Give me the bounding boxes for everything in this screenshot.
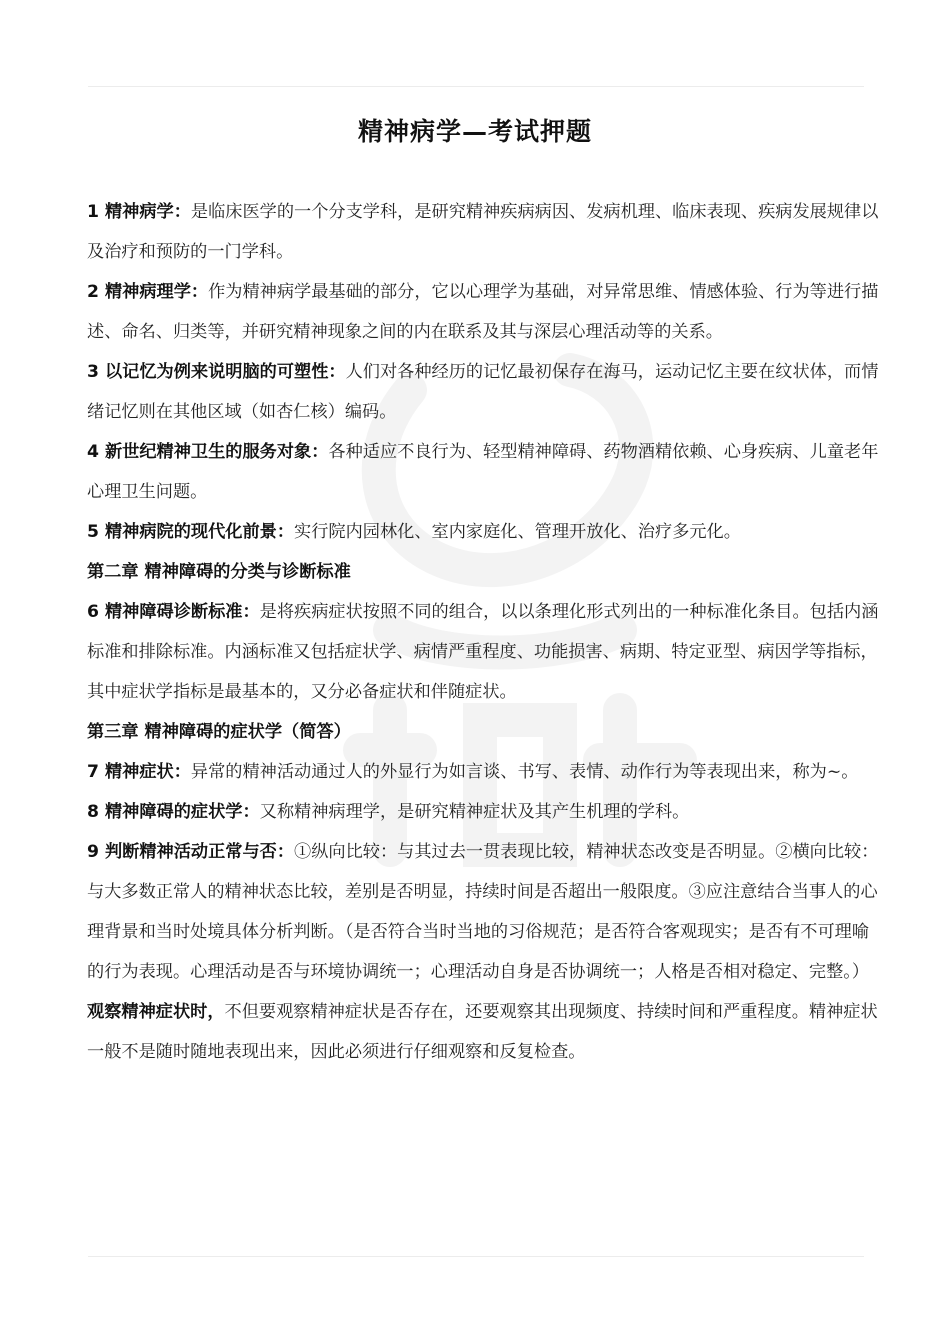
item-4 <box>87 432 882 512</box>
item-9 <box>87 832 882 1072</box>
item-8 <box>87 792 882 832</box>
item-text: ①纵向比较：与其过去一贯表现比较，精神状态改变是否明显。②横向比较：与大多数正常人的精神状态比较，差别是否明显，持续时间是否超出一般限度。③应注意结合当事人的心理背景和当时处境具体分析判断。（是否符合当时当地的习俗规范；是否符合客观现实；是否有不可理喻的行为表现。心理活动是否与环境协调统一；心理活动自身是否协调统一；人格是否相对稳定、完整。） <box>87 842 879 982</box>
item-term: 3 以记忆为例来说明脑的可塑性： <box>87 362 346 382</box>
item-text: 各种适应不良行为、轻型精神障碍、药物酒精依赖、心身疾病、儿童老年心理卫生问题。 <box>87 442 879 502</box>
item-term: 5 精神病院的现代化前景： <box>87 522 295 542</box>
item-text: 又称精神病理学，是研究精神症状及其产生机理的学科。 <box>259 802 690 822</box>
item-term-inline: 观察精神症状时， <box>87 1002 225 1022</box>
chapter-heading: 第三章 精神障碍的症状学（简答） <box>87 722 351 742</box>
item-term: 9 判断精神活动正常与否： <box>87 842 295 862</box>
top-divider <box>88 86 864 87</box>
item-7 <box>87 752 882 792</box>
item-text: 实行院内园林化、室内家庭化、管理开放化、治疗多元化。 <box>294 522 741 542</box>
item-6 <box>87 592 882 712</box>
item-term: 2 精神病理学： <box>87 282 209 302</box>
item-1 <box>87 192 882 272</box>
item-text: 是临床医学的一个分支学科，是研究精神疾病病因、发病机理、临床表现、疾病发展规律以及治疗和预防的一门学科。 <box>87 202 879 262</box>
item-text: 作为精神病学最基础的部分，它以心理学为基础，对异常思维、情感体验、行为等进行描述、命名、归类等，并研究精神现象之间的内在联系及其与深层心理活动等的关系。 <box>87 282 879 342</box>
item-term: 6 精神障碍诊断标准： <box>87 602 260 622</box>
bottom-divider <box>88 1256 864 1257</box>
item-term: 4 新世纪精神卫生的服务对象： <box>87 442 329 462</box>
item-text: 人们对各种经历的记忆最初保存在海马，运动记忆主要在纹状体，而情绪记忆则在其他区域（如杏仁核）编码。 <box>87 362 879 422</box>
item-term: 1 精神病学： <box>87 202 191 222</box>
item-3 <box>87 352 882 432</box>
item-text: 不但要观察精神症状是否存在，还要观察其出现频度、持续时间和严重程度。精神症状一般不是随时随地表现出来，因此必须进行仔细观察和反复检查。 <box>87 1002 878 1062</box>
document-body <box>87 192 882 1072</box>
item-5 <box>87 512 882 552</box>
item-term: 7 精神症状： <box>87 762 191 782</box>
item-text: 是将疾病症状按照不同的组合，以以条理化形式列出的一种标准化条目。包括内涵标准和排除标准。内涵标准又包括症状学、病情严重程度、功能损害、病期、特定亚型、病因学等指标，其中症状学指标是最基本的，又分必备症状和伴随症状。 <box>87 602 879 702</box>
item-2 <box>87 272 882 352</box>
chapter-heading: 第二章 精神障碍的分类与诊断标准 <box>87 562 351 582</box>
item-term: 8 精神障碍的症状学： <box>87 802 260 822</box>
item-text: 异常的精神活动通过人的外显行为如言谈、书写、表情、动作行为等表现出来，称为~。 <box>190 762 859 782</box>
page-title: 精神病学—考试押题 <box>357 117 592 146</box>
